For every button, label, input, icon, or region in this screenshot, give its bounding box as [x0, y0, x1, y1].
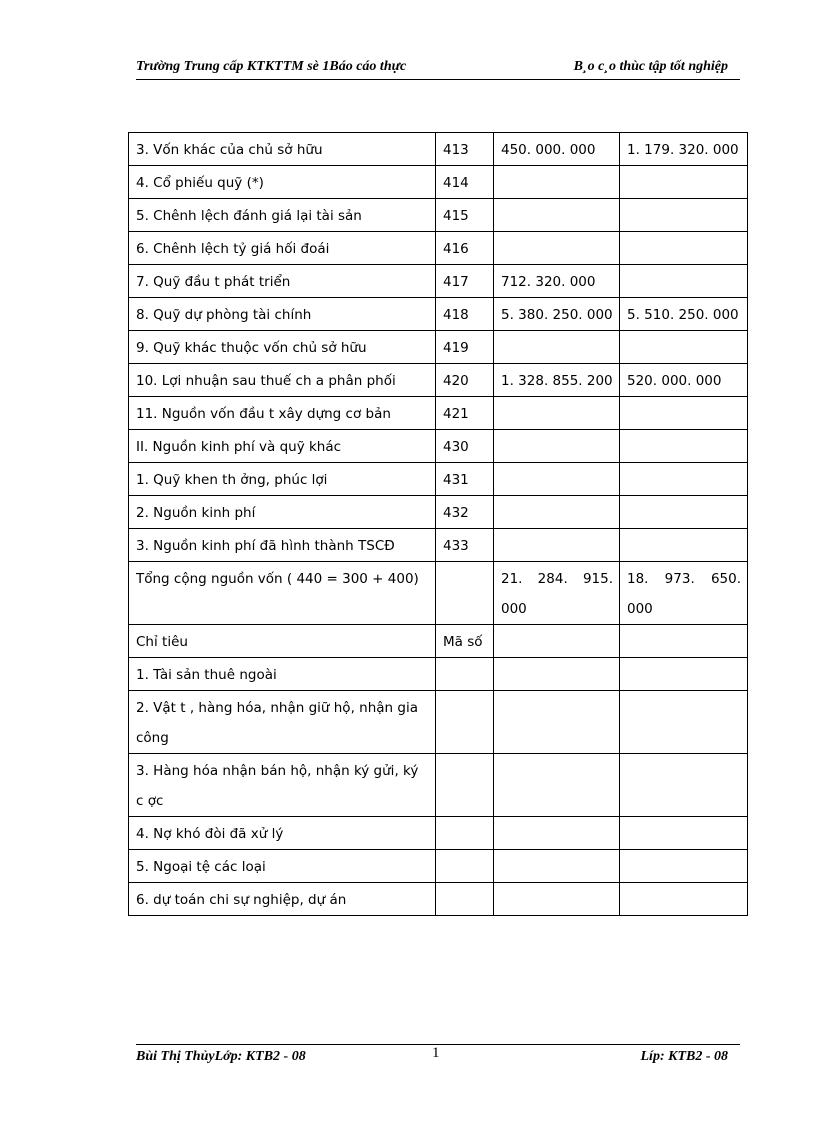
- footer-class: Líp: KTB2 - 08: [640, 1049, 728, 1064]
- row-value-end-cell: [494, 658, 620, 691]
- header-report-title: B¸o c¸o thùc tập tốt nghiệp: [573, 59, 728, 74]
- row-value-start-cell: 520. 000. 000: [620, 364, 748, 397]
- row-code-cell: 431: [436, 463, 494, 496]
- row-label-cell: 2. Vật t , hàng hóa, nhận giữ hộ, nhận gia công: [129, 691, 436, 754]
- row-value-end-cell: [494, 691, 620, 754]
- table-row: [129, 331, 748, 364]
- row-value-start-cell: 5. 510. 250. 000: [620, 298, 748, 331]
- row-value-start-cell: [620, 625, 748, 658]
- table-row: [129, 658, 748, 691]
- row-value-start-cell: [620, 691, 748, 754]
- row-code-cell: 433: [436, 529, 494, 562]
- table-row: [129, 364, 748, 397]
- table-row: [129, 691, 748, 754]
- row-value-end-cell: [494, 166, 620, 199]
- row-value-start-cell: [620, 430, 748, 463]
- table-row: [129, 232, 748, 265]
- row-value-end-cell: [494, 496, 620, 529]
- row-value-start-cell: [620, 529, 748, 562]
- row-value-start-cell: [620, 397, 748, 430]
- row-code-cell: 432: [436, 496, 494, 529]
- header-school: Trường Trung cấp KTKTTM sè 1Báo cáo thực: [136, 59, 407, 74]
- row-code-cell: [436, 754, 494, 817]
- row-value-end-cell: 5. 380. 250. 000: [494, 298, 620, 331]
- row-label-cell: 4. Cổ phiếu quỹ (*): [129, 166, 436, 199]
- table-row: [129, 754, 748, 817]
- row-value-start-cell: [620, 199, 748, 232]
- table-row: [129, 397, 748, 430]
- row-code-cell: [436, 883, 494, 916]
- row-label-cell: 6. Chênh lệch tỷ giá hối đoái: [129, 232, 436, 265]
- table-row: [129, 529, 748, 562]
- row-label-cell: 2. Nguồn kinh phí: [129, 496, 436, 529]
- row-value-start-cell: [620, 754, 748, 817]
- row-value-start-cell: [620, 331, 748, 364]
- row-label-cell: 1. Quỹ khen th ởng, phúc lợi: [129, 463, 436, 496]
- row-code-cell: 418: [436, 298, 494, 331]
- row-value-end-cell: 1. 328. 855. 200: [494, 364, 620, 397]
- row-value-end-cell: 21. 284. 915. 000: [494, 562, 620, 625]
- row-value-end-cell: 450. 000. 000: [494, 133, 620, 166]
- row-value-start-cell: [620, 658, 748, 691]
- row-code-cell: 415: [436, 199, 494, 232]
- row-label-cell: 9. Quỹ khác thuộc vốn chủ sở hữu: [129, 331, 436, 364]
- row-label-cell: 5. Chênh lệch đánh giá lại tài sản: [129, 199, 436, 232]
- table-row: [129, 562, 748, 625]
- row-value-end-cell: 712. 320. 000: [494, 265, 620, 298]
- row-value-end-cell: [494, 529, 620, 562]
- row-code-cell: 421: [436, 397, 494, 430]
- row-value-end-cell: [494, 625, 620, 658]
- row-value-end-cell: [494, 397, 620, 430]
- row-label-cell: Chỉ tiêu: [129, 625, 436, 658]
- row-value-end-cell: [494, 850, 620, 883]
- row-value-start-cell: [620, 817, 748, 850]
- row-label-cell: 5. Ngoại tệ các loại: [129, 850, 436, 883]
- row-label-cell: 4. Nợ khó đòi đã xử lý: [129, 817, 436, 850]
- row-label-cell: II. Nguồn kinh phí và quỹ khác: [129, 430, 436, 463]
- row-code-cell: [436, 850, 494, 883]
- page-footer: [136, 1044, 740, 1069]
- row-label-cell: 10. Lợi nhuận sau thuế ch a phân phối: [129, 364, 436, 397]
- row-code-cell: Mã số: [436, 625, 494, 658]
- table-row: [129, 496, 748, 529]
- row-code-cell: 420: [436, 364, 494, 397]
- row-value-end-cell: [494, 817, 620, 850]
- row-label-cell: 3. Hàng hóa nhận bán hộ, nhận ký gửi, ký c ợc: [129, 754, 436, 817]
- row-code-cell: [436, 562, 494, 625]
- row-label-cell: 1. Tài sản thuê ngoài: [129, 658, 436, 691]
- row-label-cell: 11. Nguồn vốn đầu t xây dựng cơ bản: [129, 397, 436, 430]
- table-row: [129, 265, 748, 298]
- row-value-start-cell: [620, 463, 748, 496]
- row-label-cell: 3. Nguồn kinh phí đã hình thành TSCĐ: [129, 529, 436, 562]
- row-code-cell: 419: [436, 331, 494, 364]
- row-value-start-cell: [620, 265, 748, 298]
- row-value-start-cell: [620, 850, 748, 883]
- row-value-start-cell: 18. 973. 650. 000: [620, 562, 748, 625]
- row-value-end-cell: [494, 232, 620, 265]
- page-number: 1: [432, 1045, 440, 1061]
- row-value-start-cell: [620, 166, 748, 199]
- table-row: [129, 817, 748, 850]
- table-row: [129, 430, 748, 463]
- balance-sheet-table: [128, 132, 748, 916]
- table-row: [129, 298, 748, 331]
- row-value-start-cell: [620, 232, 748, 265]
- row-code-cell: 413: [436, 133, 494, 166]
- row-value-end-cell: [494, 331, 620, 364]
- row-code-cell: [436, 658, 494, 691]
- row-value-end-cell: [494, 430, 620, 463]
- row-value-end-cell: [494, 883, 620, 916]
- row-label-cell: Tổng cộng nguồn vốn ( 440 = 300 + 400): [129, 562, 436, 625]
- row-code-cell: 416: [436, 232, 494, 265]
- row-code-cell: [436, 817, 494, 850]
- row-value-end-cell: [494, 463, 620, 496]
- row-label-cell: 7. Quỹ đầu t phát triển: [129, 265, 436, 298]
- footer-author: Bùi Thị ThủyLớp: KTB2 - 08: [136, 1049, 306, 1064]
- table-row: [129, 850, 748, 883]
- table-row: [129, 625, 748, 658]
- row-code-cell: [436, 691, 494, 754]
- row-label-cell: 8. Quỹ dự phòng tài chính: [129, 298, 436, 331]
- row-label-cell: 6. dự toán chi sự nghiệp, dự án: [129, 883, 436, 916]
- row-value-end-cell: [494, 754, 620, 817]
- row-code-cell: 417: [436, 265, 494, 298]
- row-value-start-cell: 1. 179. 320. 000: [620, 133, 748, 166]
- row-code-cell: 430: [436, 430, 494, 463]
- table-row: [129, 883, 748, 916]
- row-code-cell: 414: [436, 166, 494, 199]
- row-value-start-cell: [620, 496, 748, 529]
- page-header: [136, 57, 740, 80]
- row-value-start-cell: [620, 883, 748, 916]
- table-row: [129, 166, 748, 199]
- table-row: [129, 463, 748, 496]
- table-row: [129, 133, 748, 166]
- row-label-cell: 3. Vốn khác của chủ sở hữu: [129, 133, 436, 166]
- row-value-end-cell: [494, 199, 620, 232]
- table-row: [129, 199, 748, 232]
